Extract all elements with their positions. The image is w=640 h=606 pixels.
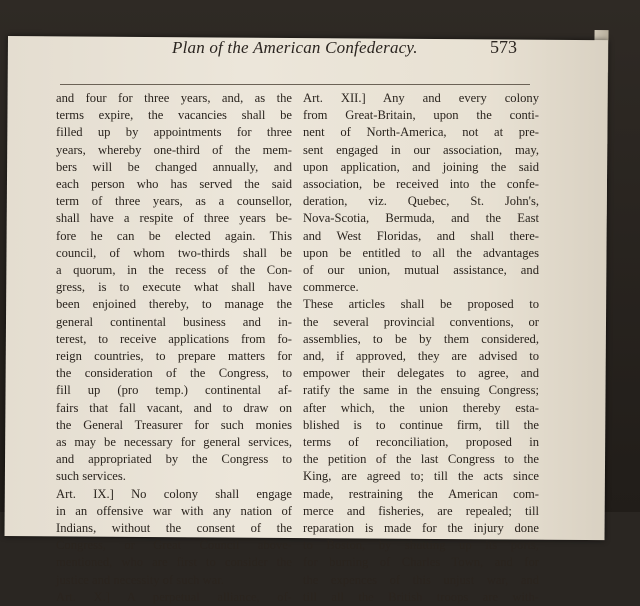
text-line: Art. IX.] No colony shall engage <box>56 486 292 501</box>
left-column <box>56 90 292 606</box>
running-title: Plan of the American Confederacy. <box>172 38 418 57</box>
text-line: Nova-Scotia, Bermuda, and the East <box>303 211 539 226</box>
header-rule <box>60 84 530 85</box>
text-line: upon application, and joining the said <box>303 159 539 174</box>
text-line: Indians, without the consent of the <box>56 521 292 536</box>
text-line: the several provincial conventions, or <box>303 314 539 329</box>
text-line: and four for three years, and, as the <box>56 91 292 105</box>
text-line: association, be received into the confe- <box>303 177 539 192</box>
text-line: term of three years, as a counsellor, <box>56 194 292 209</box>
text-line: to Boston, by shutting up its ports, <box>303 538 539 553</box>
text-line: made, restraining the American com- <box>303 486 539 501</box>
text-line: blished is to continue firm, till the <box>303 417 539 432</box>
text-line: council, of whom two-thirds shall be <box>56 245 292 260</box>
text-line: been enjoined thereby, to manage the <box>56 297 292 312</box>
text-line: the expences of this unjust war, and <box>303 572 539 587</box>
text-line: fairs that fall vacant, and to draw on <box>56 400 292 415</box>
text-line: Art. X.] A perpetual alliance, of- <box>56 589 292 604</box>
text-line: the consideration of the Congress, to <box>56 366 292 381</box>
text-line: reparation is made for the injury done <box>303 521 539 536</box>
text-line: and West Floridas, and shall there- <box>303 228 539 243</box>
text-line: shall have a respite of three years be- <box>56 211 292 226</box>
text-line: fore he can be elected again. This <box>56 228 292 243</box>
text-line: terms of reconciliation, proposed in <box>303 435 539 450</box>
text-line: gress, is to execute what shall have <box>56 280 292 295</box>
text-line: nent of North-America, not at pre- <box>303 125 539 140</box>
text-line: assemblies, to be by them considered, <box>303 331 539 346</box>
text-line: commerce. <box>303 280 359 295</box>
text-line: King, are agreed to; till the acts since <box>303 469 539 484</box>
text-line: from Great-Britain, upon the conti- <box>303 108 539 123</box>
right-column <box>303 90 539 606</box>
text-line: of our union, mutual assistance, and <box>303 263 539 278</box>
text-line: and, if approved, they are advised to <box>303 349 539 364</box>
text-line: general continental business and in- <box>56 314 292 329</box>
text-line: bers will be changed annually, and <box>56 159 292 174</box>
text-line: each person who has served the said <box>56 177 292 192</box>
page-header <box>172 38 612 64</box>
text-line: mentioned, who are first to consider the <box>56 555 292 570</box>
text-line: for burning of Charles Town, and for <box>303 555 539 570</box>
text-line: sent engaged in our association, may, <box>303 142 539 157</box>
text-line: after which, the union thereby esta- <box>303 400 539 415</box>
text-line: fill up (pro temp.) continental af- <box>56 383 292 398</box>
text-line: such services. <box>56 469 126 484</box>
page-number: 573 <box>490 37 517 57</box>
text-line: empower their delegates to agree, and <box>303 366 539 381</box>
text-line: deration, viz. Quebec, St. John's, <box>303 194 539 209</box>
text-line: Art. XII.] Any and every colony <box>303 91 539 105</box>
text-line: in an offensive war with any nation of <box>56 503 292 518</box>
text-line: terms expire, the vacancies shall be <box>56 108 292 123</box>
text-line: as may be necessary for general services, <box>56 435 292 450</box>
text-line: a quorum, in the recess of the Con- <box>56 263 292 278</box>
text-line: reign countries, to prepare matters for <box>56 349 292 364</box>
text-line: These articles shall be proposed to <box>303 297 539 312</box>
text-line: the General Treasurer for such monies <box>56 417 292 432</box>
text-line: upon be entitled to all the advantages <box>303 245 539 260</box>
text-line: years, whereby one-third of the mem- <box>56 142 292 157</box>
text-line: the petition of the last Congress to the <box>303 452 539 467</box>
text-line: filled up by appointments for three <box>56 125 292 140</box>
text-line: terest, to receive applications from fo- <box>56 331 292 346</box>
text-line: Congress, or Great Council above- <box>56 538 292 553</box>
text-line: ratify the same in the ensuing Congress; <box>303 383 539 398</box>
text-line: justice and necessity of such war. <box>56 572 224 587</box>
text-line: till all the British troops are with- <box>303 589 539 604</box>
text-line: and appropriated by the Congress to <box>56 452 292 467</box>
text-line: merce and fisheries, are repealed; till <box>303 503 539 518</box>
